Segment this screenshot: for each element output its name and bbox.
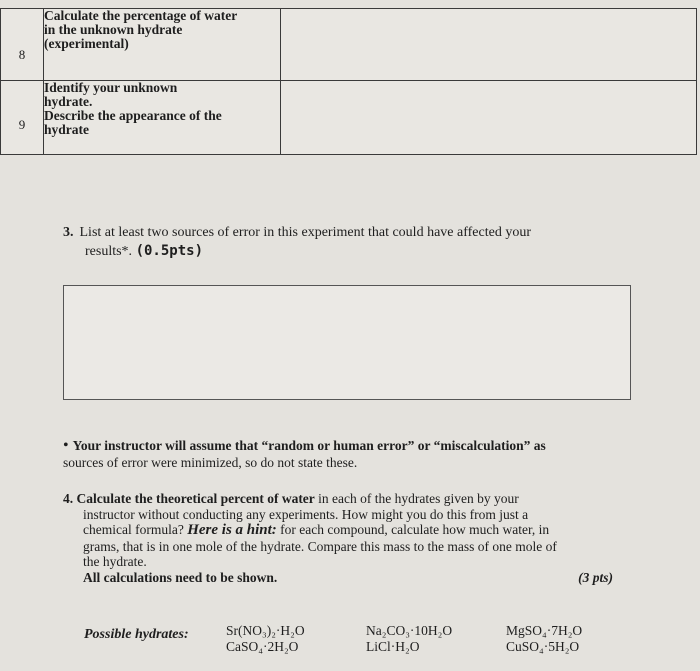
question-4 xyxy=(63,491,663,585)
question-text: chemical formula? xyxy=(83,522,188,537)
row-number: 9 xyxy=(18,117,26,132)
question-3-line xyxy=(63,224,623,242)
question-text: instructor without conducting any experiments. How might you do this from just a xyxy=(83,506,529,522)
question-text: in each of the hydrates given by your xyxy=(314,491,519,506)
hydrate-formula: CuSO₄·5H₂O xyxy=(506,639,580,654)
row-number-cell xyxy=(1,81,44,155)
question-number: 4. xyxy=(63,491,74,506)
instructor-note xyxy=(63,437,643,471)
hydrate-formula: Na₂CO₃·10H₂O xyxy=(366,623,453,638)
question-number: 3. xyxy=(63,225,74,240)
question-text: the hydrate. xyxy=(83,554,147,569)
prompt-line: in the unknown hydrate xyxy=(44,22,183,37)
note-line xyxy=(63,437,643,454)
points-label: (3 pts) xyxy=(578,569,613,585)
row-prompt-cell xyxy=(44,81,281,155)
question-4-line xyxy=(63,491,663,507)
note-text: sources of error were minimized, so do not state these. xyxy=(63,455,358,470)
row-number-cell xyxy=(1,9,44,81)
hint-label: Here is a hint: xyxy=(187,522,277,538)
note-text: Your instructor will assume that “random or human error” or “miscalculation” as xyxy=(72,438,546,453)
row-prompt-cell xyxy=(44,9,281,81)
prompt-line: Identify your unknown xyxy=(44,80,178,95)
question-text: results*. xyxy=(85,244,133,259)
row-number: 8 xyxy=(18,47,26,62)
question-3-line xyxy=(63,242,623,261)
prompt-line: Describe the appearance of the xyxy=(44,108,222,123)
question-4-line xyxy=(83,522,663,539)
question-text: for each compound, calculate how much water, in xyxy=(276,522,550,537)
table-row xyxy=(1,81,697,155)
prompt-line: hydrate. xyxy=(44,94,93,109)
hydrate-formula: CaSO₄·2H₂O xyxy=(226,639,299,654)
answer-cell[interactable] xyxy=(281,9,697,81)
bullet-icon: • xyxy=(63,437,69,454)
results-table xyxy=(0,8,697,155)
hydrate-formula: LiCl·H₂O xyxy=(366,639,420,654)
question-4-body xyxy=(63,507,663,586)
hydrates-label: Possible hydrates: xyxy=(84,627,189,642)
question-text: grams, that is in one mole of the hydrate. Compare this mass to the mass of one mole of xyxy=(83,538,557,554)
calculation-text: All calculations need to be shown. xyxy=(83,569,278,585)
hydrate-formula: Sr(NO₃)₂·H₂O xyxy=(226,623,305,638)
question-3 xyxy=(63,224,623,261)
prompt-line: hydrate xyxy=(44,122,89,137)
prompt-line: (experimental) xyxy=(44,36,129,51)
hydrate-formula: MgSO₄·7H₂O xyxy=(506,623,583,638)
question-text: List at least two sources of error in this experiment that could have affected your xyxy=(79,225,531,240)
prompt-line: Calculate the percentage of water xyxy=(44,8,238,23)
table-row xyxy=(1,9,697,81)
answer-box[interactable] xyxy=(63,285,631,400)
question-lead: Calculate the theoretical percent of water xyxy=(76,491,315,506)
calculation-note xyxy=(83,570,613,586)
answer-cell[interactable] xyxy=(281,81,697,155)
points-label: (0.5pts) xyxy=(135,243,203,259)
